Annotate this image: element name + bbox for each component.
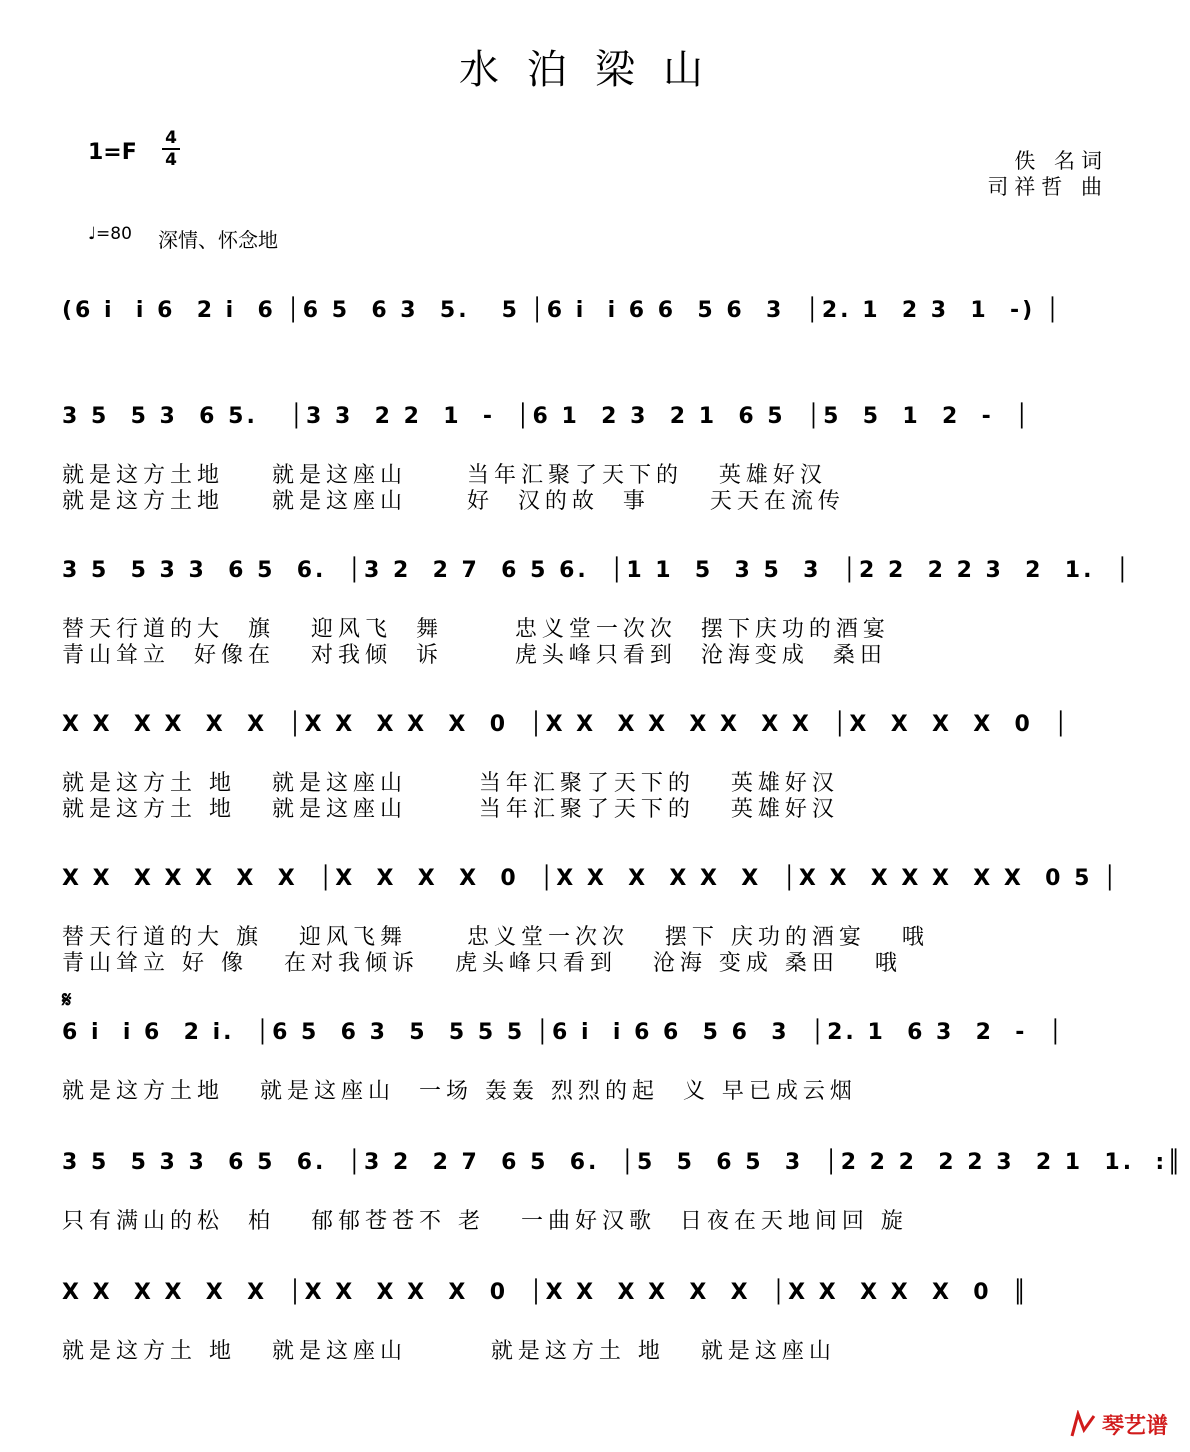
- music-line: [62, 1020, 1142, 1080]
- music-line: [62, 558, 1142, 618]
- segno-sign: 𝄋: [62, 988, 72, 1013]
- notation-line: 3 5 5 3 6 5. │3 3 2 2 1 - │6 1 2 3 2 1 6 5 │5 5 1 2 - │: [62, 404, 1032, 429]
- logo-icon: [1068, 1410, 1098, 1440]
- notation-line: 3 5 5 3 3 6 5 6. │3 2 2 7 6 5 6. │1 1 5 3 5 3 │2 2 2 2 3 2 1. │: [62, 558, 1133, 583]
- lyric-line: 替天行道的大 旗 迎风飞舞 忠义堂一次次 摆下 庆功的酒宴 哦: [62, 925, 929, 950]
- notation-line: 6 i i 6 2 i. │6 5 6 3 5 5 5 5 │6 i i 6 6 5 6 3 │2. 1 6 3 2 - │: [62, 1020, 1065, 1045]
- notation-line: (6 i i 6 2 i 6 │6 5 6 3 5. 5 │6 i i 6 6 5 6 3 │2. 1 2 3 1 -) │: [62, 298, 1063, 323]
- notation-line: X X X X X X │X X X X X 0 │X X X X X X X X │X X X X 0 │: [62, 712, 1071, 737]
- lyric-line: 只有满山的松 柏 郁郁苍苍不 老 一曲好汉歌 日夜在天地间回 旋: [62, 1209, 908, 1234]
- composer-credit: 司祥哲 曲: [987, 175, 1108, 199]
- lyric-line: 就是这方土地 就是这座山 当年汇聚了天下的 英雄好汉: [62, 463, 827, 488]
- notation-line: X X X X X X X │X X X X 0 │X X X X X X │X X X X X X X 0 5 │: [62, 866, 1120, 891]
- music-line: [62, 866, 1142, 926]
- music-line: [62, 1280, 1142, 1340]
- lyric-line: 青山耸立 好 像 在对我倾诉 虎头峰只看到 沧海 变成 桑田 哦: [62, 951, 902, 976]
- time-signature-top: 4: [165, 128, 177, 148]
- lyricist-credit: 佚 名词: [1014, 149, 1108, 173]
- lyric-line: 替天行道的大 旗 迎风飞 舞 忠义堂一次次 摆下庆功的酒宴: [62, 617, 890, 642]
- lyric-line: 就是这方土 地 就是这座山 当年汇聚了天下的 英雄好汉: [62, 797, 839, 822]
- logo-brand: 琴艺谱: [1101, 1414, 1168, 1439]
- lyric-line: 就是这方土地 就是这座山 好 汉的故 事 天天在流传: [62, 489, 845, 514]
- tempo-marking: ♩=80: [88, 224, 132, 244]
- notation-line: 3 5 5 3 3 6 5 6. │3 2 2 7 6 5 6. │5 5 6 5 3 │2 2 2 2 2 3 2 1 1. :║: [62, 1150, 1184, 1175]
- lyric-line: 就是这方土地 就是这座山 一场 轰轰 烈烈的起 义 早已成云烟: [62, 1079, 857, 1104]
- page-title: 水泊梁山: [459, 47, 731, 93]
- notation-line: X X X X X X │X X X X X 0 │X X X X X X │X X X X X 0 ║: [62, 1280, 1030, 1305]
- site-logo: [1068, 1409, 1168, 1440]
- time-signature-bottom: 4: [165, 150, 177, 170]
- lyric-line: 就是这方土 地 就是这座山 当年汇聚了天下的 英雄好汉: [62, 771, 839, 796]
- music-line: [62, 298, 1142, 358]
- lyric-line: 就是这方土 地 就是这座山 就是这方土 地 就是这座山: [62, 1339, 836, 1364]
- music-line: [62, 1150, 1184, 1210]
- key-signature: 1=F: [88, 140, 137, 165]
- music-line: [62, 404, 1142, 464]
- lyric-line: 青山耸立 好像在 对我倾 诉 虎头峰只看到 沧海变成 桑田: [62, 643, 887, 668]
- time-signature: [162, 130, 180, 168]
- expression-marking: 深情、怀念地: [158, 228, 278, 252]
- music-line: [62, 712, 1142, 772]
